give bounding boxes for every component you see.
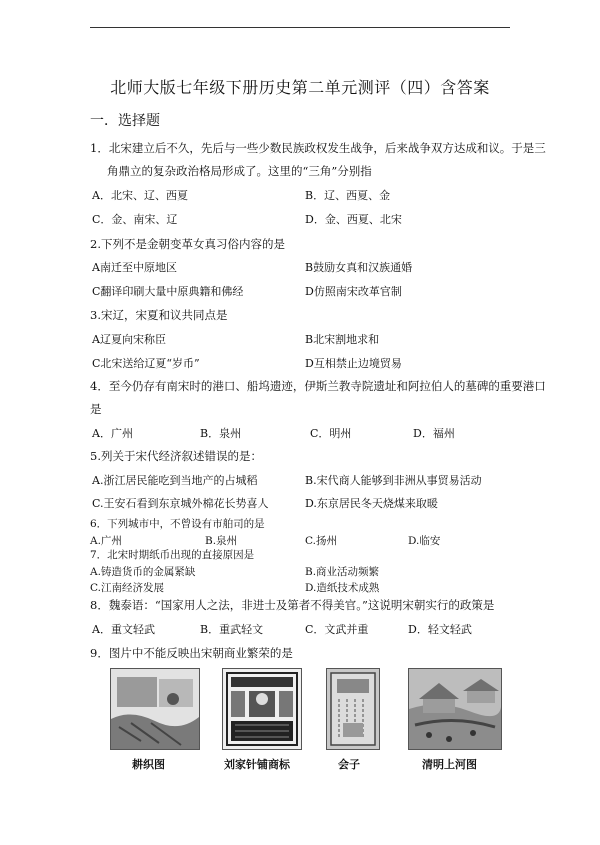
q2-option-a: A南迁至中原地区	[92, 261, 177, 274]
q7-stem: 7．北宋时期纸币出现的直接原因是	[90, 549, 255, 561]
q1-option-c: C．金、南宋、辽	[92, 213, 178, 226]
q5-option-a: A.浙江居民能吃到当地产的占城稻	[92, 474, 258, 487]
q2-option-d: D仿照南宋改革官制	[305, 285, 402, 298]
figure-huizi	[326, 668, 380, 771]
q5-option-b: B.宋代商人能够到非洲从事贸易活动	[305, 474, 482, 487]
top-rule	[90, 27, 510, 28]
q4-option-b: B．泉州	[200, 427, 242, 440]
q3-option-b: B北宋割地求和	[305, 333, 380, 346]
q2-option-b: B鼓励女真和汉族通婚	[305, 261, 413, 274]
q2-stem: 2.下列不是金朝变革女真习俗内容的是	[90, 237, 285, 251]
q6-option-b: B.泉州	[205, 535, 238, 547]
q7-option-c: C.江南经济发展	[90, 582, 164, 594]
huizi-banknote-illustration	[327, 669, 379, 749]
q2-option-c: C翻译印刷大量中原典籍和佛经	[92, 285, 244, 298]
qingming-painting-image	[408, 668, 502, 750]
caption-liujia-trademark: 刘家针铺商标	[224, 758, 290, 771]
figure-gengzhi-tu	[110, 668, 200, 771]
q8-stem: 8．魏泰语：“国家用人之法，非进士及第者不得美官。”这说明宋朝实行的政策是	[90, 598, 495, 612]
caption-gengzhi-tu: 耕织图	[132, 758, 165, 771]
q4-stem-line1: 4．至今仍存有南宋时的港口、船坞遗迹，伊斯兰教寺院遗址和阿拉伯人的墓碑的重要港口	[90, 379, 546, 393]
q3-option-d: D互相禁止边境贸易	[305, 357, 402, 370]
caption-qingming-shanghe-tu: 清明上河图	[422, 758, 477, 771]
q4-option-a: A．广州	[92, 427, 133, 440]
q4-option-c: C．明州	[310, 427, 352, 440]
q6-stem: 6．下列城市中，不曾设有市舶司的是	[90, 518, 265, 530]
q3-option-c: C北宋送给辽夏“岁币”	[92, 357, 200, 370]
q7-option-d: D.造纸技术成熟	[305, 582, 380, 594]
qingming-painting-illustration	[409, 669, 501, 749]
caption-huizi: 会子	[338, 758, 360, 771]
q7-option-a: A.铸造货币的金属紧缺	[90, 566, 196, 578]
q3-option-a: A辽夏向宋称臣	[92, 333, 166, 346]
q1-stem-line2: 角鼎立的复杂政治格局形成了。这里的“三角”分别指	[107, 164, 372, 178]
q8-option-d: D．轻文轻武	[408, 623, 472, 636]
q1-stem-line1: 1．北宋建立后不久，先后与一些少数民族政权发生战争，后来战争双方达成和议。于是三	[90, 141, 546, 155]
q5-option-c: C.王安石看到东京城外棉花长势喜人	[92, 497, 269, 510]
q8-option-c: C．文武并重	[305, 623, 369, 636]
figure-qingming-shanghe-tu	[408, 668, 502, 771]
q7-option-b: B.商业活动频繁	[305, 566, 380, 578]
q5-stem: 5.列关于宋代经济叙述错误的是：	[90, 449, 262, 463]
q1-option-b: B．辽、西夏、金	[305, 189, 391, 202]
q3-stem: 3.宋辽，宋夏和议共同点是	[90, 308, 228, 322]
huizi-banknote-image	[326, 668, 380, 750]
liujia-trademark-image	[222, 668, 302, 750]
section-heading: 一．选择题	[90, 113, 160, 129]
q8-option-b: B．重武轻文	[200, 623, 264, 636]
q6-option-d: D.临安	[408, 535, 441, 547]
gengzhi-painting-image	[110, 668, 200, 750]
q6-option-a: A.广州	[90, 535, 122, 547]
figure-liujia-trademark	[222, 668, 302, 771]
page-title: 北师大版七年级下册历史第二单元测评（四）含答案	[110, 78, 490, 97]
gengzhi-painting-illustration	[111, 669, 199, 749]
liujia-trademark-illustration	[223, 669, 301, 749]
q5-option-d: D.东京居民冬天烧煤来取暖	[305, 497, 438, 510]
q9-stem: 9．图片中不能反映出宋朝商业繁荣的是	[90, 646, 293, 660]
q6-option-c: C.扬州	[305, 535, 337, 547]
q4-option-d: D．福州	[413, 427, 455, 440]
q8-option-a: A．重文轻武	[92, 623, 155, 636]
q1-option-a: A．北宋、辽、西夏	[92, 189, 188, 202]
q4-stem-line2: 是	[90, 402, 102, 416]
q1-option-d: D．金、西夏、北宋	[305, 213, 402, 226]
